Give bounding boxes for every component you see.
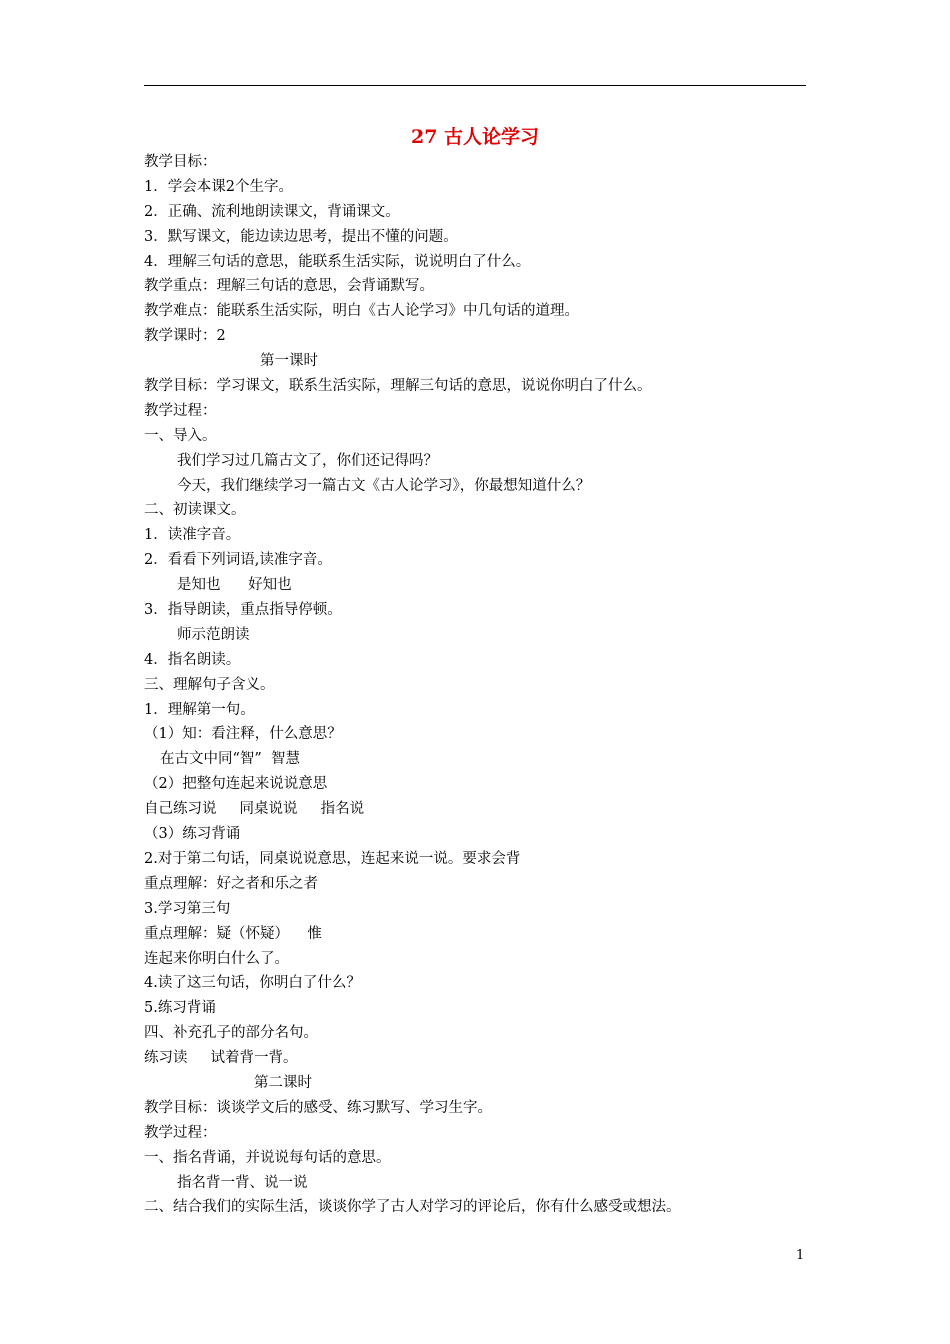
text-line: 4．理解三句话的意思，能联系生活实际，说说明白了什么。 <box>144 253 531 270</box>
page-number: 1 <box>796 1248 805 1263</box>
text-line: 3．默写课文，能边读边思考，提出不懂的问题。 <box>144 228 458 245</box>
text-line: 我们学习过几篇古文了，你们还记得吗？ <box>177 452 438 469</box>
document-body <box>144 150 814 1220</box>
section-heading: 第二课时 <box>254 1074 312 1091</box>
text-line: 教学目标： <box>144 154 217 170</box>
text-line: 今天，我们继续学习一篇古文《古人论学习》，你最想知道什么？ <box>177 477 591 494</box>
text-line: 5.练习背诵 <box>144 1000 216 1017</box>
text-line: 一、导入。 <box>144 427 217 444</box>
text-line: 教学目标：学习课文，联系生活实际，理解三句话的意思，说说你明白了什么。 <box>144 378 652 395</box>
text-line: 3．指导朗读，重点指导停顿。 <box>144 602 342 619</box>
text-line: 师示范朗读 <box>177 626 250 643</box>
text-line: 教学难点：能联系生活实际，明白《古人论学习》中几句话的道理。 <box>144 303 579 320</box>
text-line: 教学目标：谈谈学文后的感受、练习默写、学习生字。 <box>144 1099 492 1116</box>
text-line: 二、初读课文。 <box>144 502 246 519</box>
text-line: 教学过程： <box>144 402 217 419</box>
text-line: 4．指名朗读。 <box>144 651 241 668</box>
document-title: 27 古人论学习 <box>410 126 540 148</box>
text-line: 教学重点：理解三句话的意思，会背诵默写。 <box>144 278 434 295</box>
text-line: 2．正确、流利地朗读课文，背诵课文。 <box>144 203 400 220</box>
text-line: 指名背一背、说一说 <box>177 1174 308 1191</box>
section-heading: 第一课时 <box>260 353 318 370</box>
text-line: 教学过程： <box>144 1124 217 1141</box>
text-line: 自己练习说 同桌说说 指名说 <box>144 801 365 818</box>
text-line: 2.对于第二句话，同桌说说意思，连起来说一说。要求会背 <box>144 850 521 867</box>
text-line: 连起来你明白什么了。 <box>144 950 289 967</box>
text-line: 1．学会本课2个生字。 <box>144 178 293 195</box>
text-line: 1．理解第一句。 <box>144 701 255 718</box>
text-line: 三、理解句子含义。 <box>144 676 275 693</box>
text-line: 在古文中同“智” 智慧 <box>160 751 301 768</box>
text-line: 练习读 试着背一背。 <box>144 1050 298 1067</box>
text-line: 重点理解：好之者和乐之者 <box>144 875 318 892</box>
header-rule <box>144 85 806 86</box>
text-line: 2．看看下列词语,读准字音。 <box>144 552 332 569</box>
text-line: （2）把整句连起来说说意思 <box>144 776 328 793</box>
text-line: 3.学习第三句 <box>144 900 231 917</box>
text-line: 一、指名背诵，并说说每句话的意思。 <box>144 1149 391 1166</box>
text-line: 二、结合我们的实际生活，谈谈你学了古人对学习的评论后，你有什么感受或想法。 <box>144 1199 681 1216</box>
text-line: （1）知：看注释，什么意思？ <box>144 726 342 743</box>
text-line: 4.读了这三句话，你明白了什么？ <box>144 975 361 992</box>
text-line: 是知也 好知也 <box>177 577 292 594</box>
text-line: （3）练习背诵 <box>144 826 241 843</box>
text-line: 重点理解：疑（怀疑） 惟 <box>144 925 322 942</box>
text-line: 1．读准字音。 <box>144 527 241 544</box>
text-line: 教学课时：2 <box>144 328 226 345</box>
text-line: 四、补充孔子的部分名句。 <box>144 1025 318 1042</box>
